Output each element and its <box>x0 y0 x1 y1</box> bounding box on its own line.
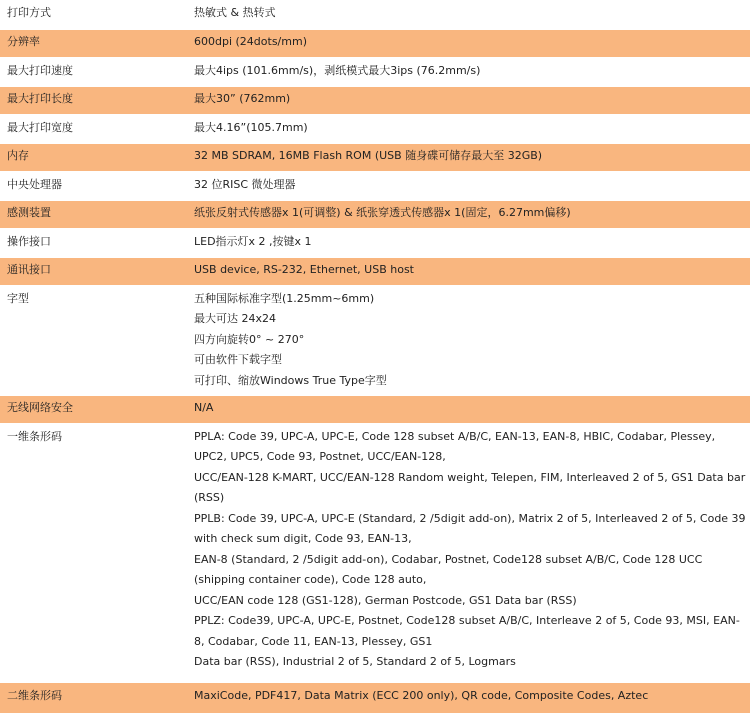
spec-value <box>188 171 750 200</box>
spec-label: 一维条形码 <box>0 423 188 682</box>
spec-label: 操作接口 <box>0 228 188 257</box>
spec-value-line: 32 位RISC 微处理器 <box>194 177 296 191</box>
spec-label: 最大打印速度 <box>0 57 188 86</box>
spec-row <box>0 423 750 682</box>
spec-row <box>0 285 750 395</box>
spec-value <box>188 0 750 29</box>
spec-value <box>188 200 750 228</box>
spec-value-line: UCC/EAN code 128 (GS1-128), German Postcode, GS1 Data bar (RSS) <box>194 593 577 607</box>
spec-row <box>0 29 750 57</box>
spec-row <box>0 171 750 200</box>
spec-row <box>0 0 750 29</box>
spec-value <box>188 423 750 682</box>
spec-label: 字型 <box>0 285 188 395</box>
spec-value-line: 四方向旋转0° ~ 270° <box>194 332 305 346</box>
spec-value <box>188 86 750 114</box>
spec-label: 感测装置 <box>0 200 188 228</box>
spec-row <box>0 200 750 228</box>
spec-row <box>0 143 750 171</box>
spec-value-line: 五种国际标准字型(1.25mm~6mm) <box>194 291 375 305</box>
spec-value-line: 热敏式 & 热转式 <box>194 6 276 19</box>
spec-label: 通讯接口 <box>0 257 188 285</box>
spec-value-line: 最大可达 24x24 <box>194 312 277 325</box>
spec-value-line: LED指示灯x 2 ,按键x 1 <box>194 234 312 248</box>
spec-label: 最大打印长度 <box>0 86 188 114</box>
spec-value-line: UCC/EAN-128 K-MART, UCC/EAN-128 Random weight, Telepen, FIM, Interleaved 2 of 5, GS1 Data bar (RSS) <box>194 470 746 504</box>
spec-value-line: PPLZ: Code39, UPC-A, UPC-E, Postnet, Code128 subset A/B/C, Interleave 2 of 5, Code 93, MSI, EAN-8, Codabar, Code 11, EAN-13, Plessey, GS1 <box>194 614 740 648</box>
spec-value <box>188 228 750 257</box>
spec-row <box>0 395 750 423</box>
spec-value-line: Data bar (RSS), Industrial 2 of 5, Standard 2 of 5, Logmars <box>194 655 516 668</box>
spec-value-line: PPLA: Code 39, UPC-A, UPC-E, Code 128 subset A/B/C, EAN-13, EAN-8, HBIC, Codabar, Plessey, UPC2, UPC5, Code 93, Postnet, UCC/EAN-128, <box>194 429 716 463</box>
spec-value <box>188 143 750 171</box>
spec-row <box>0 228 750 257</box>
spec-value-line: 最大30” (762mm) <box>194 91 291 105</box>
spec-value <box>188 395 750 423</box>
spec-value-line: USB device, RS-232, Ethernet, USB host <box>194 262 414 276</box>
spec-value-line: N/A <box>194 400 214 414</box>
spec-value-line: 可打印、缩放Windows True Type字型 <box>194 373 387 387</box>
spec-label: 打印方式 <box>0 0 188 29</box>
spec-value <box>188 257 750 285</box>
spec-value-line: 可由软件下载字型 <box>194 353 282 366</box>
spec-value-line: PPLB: Code 39, UPC-A, UPC-E (Standard, 2 /5digit add-on), Matrix 2 of 5, Interleaved 2 of 5, Code 39 with check sum digit, Code 93, EAN-13, <box>194 511 746 545</box>
spec-value <box>188 682 750 713</box>
spec-row <box>0 682 750 713</box>
spec-label: 分辨率 <box>0 29 188 57</box>
spec-label: 二维条形码 <box>0 682 188 713</box>
spec-value-line: 最大4ips (101.6mm/s)，剥纸模式最大3ips (76.2mm/s) <box>194 63 481 77</box>
spec-label: 无线网络安全 <box>0 395 188 423</box>
spec-value <box>188 285 750 395</box>
spec-row <box>0 257 750 285</box>
spec-row <box>0 114 750 143</box>
spec-value-line: 纸张反射式传感器x 1(可调整) & 纸张穿透式传感器x 1(固定，6.27mm偏移) <box>194 205 571 219</box>
spec-value-line: EAN-8 (Standard, 2 /5digit add-on), Codabar, Postnet, Code128 subset A/B/C, Code 128 UCC (shipping container code), Code 128 auto, <box>194 552 703 586</box>
spec-value <box>188 114 750 143</box>
spec-value-line: 最大4.16”(105.7mm) <box>194 120 308 134</box>
spec-value <box>188 29 750 57</box>
spec-value-line: 32 MB SDRAM, 16MB Flash ROM (USB 随身碟可储存最大至 32GB) <box>194 148 543 162</box>
spec-value-line: MaxiCode, PDF417, Data Matrix (ECC 200 only), QR code, Composite Codes, Aztec <box>194 688 649 702</box>
spec-value <box>188 57 750 86</box>
spec-label: 最大打印宽度 <box>0 114 188 143</box>
spec-value-line: 600dpi (24dots/mm) <box>194 34 307 48</box>
spec-label: 中央处理器 <box>0 171 188 200</box>
spec-row <box>0 57 750 86</box>
spec-row <box>0 86 750 114</box>
spec-label: 内存 <box>0 143 188 171</box>
